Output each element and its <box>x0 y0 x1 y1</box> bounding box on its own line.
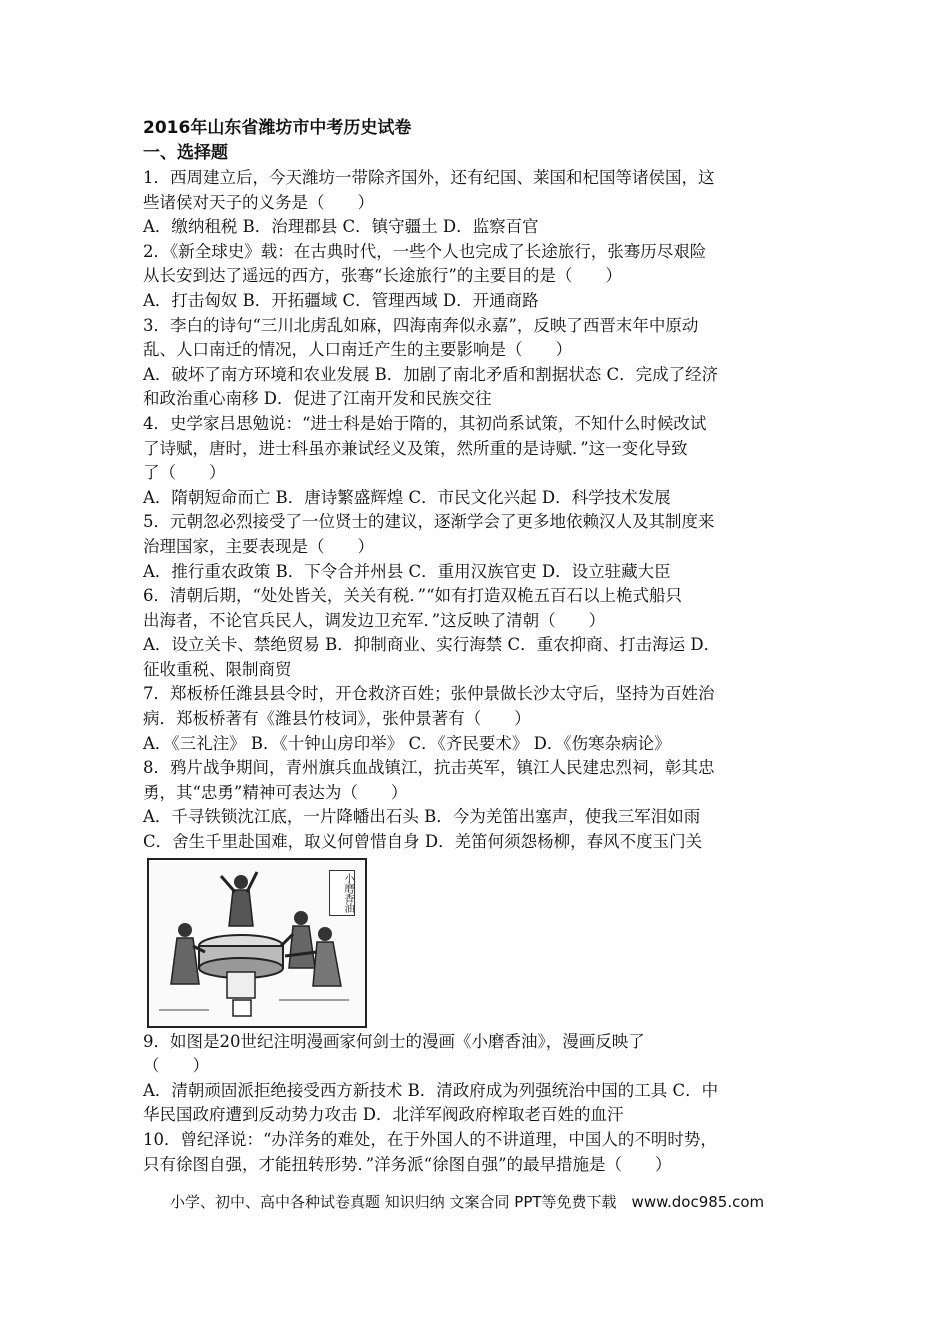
text-line: A．缴纳租税 B．治理郡县 C．镇守疆土 D．监察百官 <box>143 217 539 237</box>
text-line: 只有徐图自强，才能扭转形势．”洋务派“徐图自强”的最早措施是（ ） <box>143 1154 672 1174</box>
text-line: 10．曾纪泽说：“办洋务的难处，在于外国人的不讲道理，中国人的不明时势， <box>143 1130 717 1149</box>
text-line: A．设立关卡、禁绝贸易 B．抑制商业、实行海禁 C．重农抑商、打击海运 D． <box>143 635 721 655</box>
exam-title: 2016年山东省潍坊市中考历史试卷 <box>143 118 412 138</box>
cartoon-figure <box>147 858 367 1028</box>
text-line: A．《三礼注》 B．《十钟山房印举》 C．《齐民要术》 D．《伤寒杂病论》 <box>143 733 671 753</box>
text-line: 些诸侯对天子的义务是（ ） <box>143 192 374 212</box>
text-line: 治理国家，主要表现是（ ） <box>143 536 374 556</box>
text-line: A．千寻铁锁沈江底，一片降幡出石头 B．今为羌笛出塞声，使我三军泪如雨 <box>143 807 701 827</box>
text-line: 华民国政府遭到反动势力攻击 D．北洋军阀政府榨取老百姓的血汗 <box>143 1105 624 1125</box>
text-line: 了（ ） <box>143 463 226 483</box>
text-line: A．推行重农政策 B．下令合并州县 C．重用汉族官吏 D．设立驻藏大臣 <box>143 561 671 581</box>
text-line: 勇，其“忠勇”精神可表达为（ ） <box>143 782 408 802</box>
text-line: C．舍生千里赴国难，取义何曾惜自身 D．羌笛何须怨杨柳，春风不度玉门关 <box>143 832 703 852</box>
page-footer: 小学、初中、高中各种试卷真题 知识归纳 文案合同 PPT等免费下载 www.doc985.com <box>170 1193 765 1211</box>
text-line: 3．李白的诗句“三川北虏乱如麻，四海南奔似永嘉”，反映了西晋末年中原动 <box>143 315 699 335</box>
text-line: 1．西周建立后，今天潍坊一带除齐国外，还有纪国、莱国和杞国等诸侯国，这 <box>143 168 715 187</box>
text-line: 乱、人口南迁的情况，人口南迁产生的主要影响是（ ） <box>143 340 572 360</box>
questions-bottom <box>143 1030 808 1178</box>
text-line: 8．鸦片战争期间，青州旗兵血战镇江，抗击英军，镇江人民建忠烈祠，彰其忠 <box>143 758 715 778</box>
exam-page <box>143 116 808 1177</box>
text-line: 4．史学家吕思勉说：“进士科是始于隋的，其初尚系试策，不知什么时候改试 <box>143 413 707 433</box>
text-line: A．打击匈奴 B．开拓疆域 C．管理西域 D．开通商路 <box>143 290 539 310</box>
cartoon-caption: 小磨香油 <box>329 870 355 916</box>
text-line: 和政治重心南移 D．促进了江南开发和民族交往 <box>143 389 492 409</box>
text-line: （ ） <box>143 1056 209 1076</box>
text-line: 2．《新全球史》载：在古典时代，一些个人也完成了长途旅行，张骞历尽艰险 <box>143 241 707 261</box>
text-line: A．清朝顽固派拒绝接受西方新技术 B．清政府成为列强统治中国的工具 C．中 <box>143 1080 719 1100</box>
text-line: 病．郑板桥著有《潍县竹枝词》，张仲景著有（ ） <box>143 709 531 729</box>
text-line: 出海者，不论官兵民人，调发边卫充军．”这反映了清朝（ ） <box>143 610 606 630</box>
text-line: A．破坏了南方环境和农业发展 B．加剧了南北矛盾和割据状态 C．完成了经济 <box>143 364 719 384</box>
text-line: 9．如图是20世纪注明漫画家何剑士的漫画《小磨香油》，漫画反映了 <box>143 1031 645 1051</box>
text-line: 7．郑板桥任潍县县令时，开仓救济百姓；张仲景做长沙太守后，坚持为百姓治 <box>143 684 715 704</box>
questions-top <box>143 166 808 855</box>
text-line: 5．元朝忽必烈接受了一位贤士的建议，逐渐学会了更多地依赖汉人及其制度来 <box>143 512 715 532</box>
text-line: 征收重税、限制商贸 <box>143 659 292 679</box>
text-line: 6．清朝后期，“处处皆关，关关有税．”“如有打造双桅五百石以上桅式船只 <box>143 586 683 606</box>
text-line: A．隋朝短命而亡 B．唐诗繁盛辉煌 C．市民文化兴起 D．科学技术发展 <box>143 487 671 507</box>
text-line: 从长安到达了遥远的西方，张骞“长途旅行”的主要目的是（ ） <box>143 266 622 286</box>
section-heading: 一、选择题 <box>143 143 228 163</box>
text-line: 了诗赋，唐时，进士科虽亦兼试经义及策，然所重的是诗赋．”这一变化导致 <box>143 438 688 458</box>
